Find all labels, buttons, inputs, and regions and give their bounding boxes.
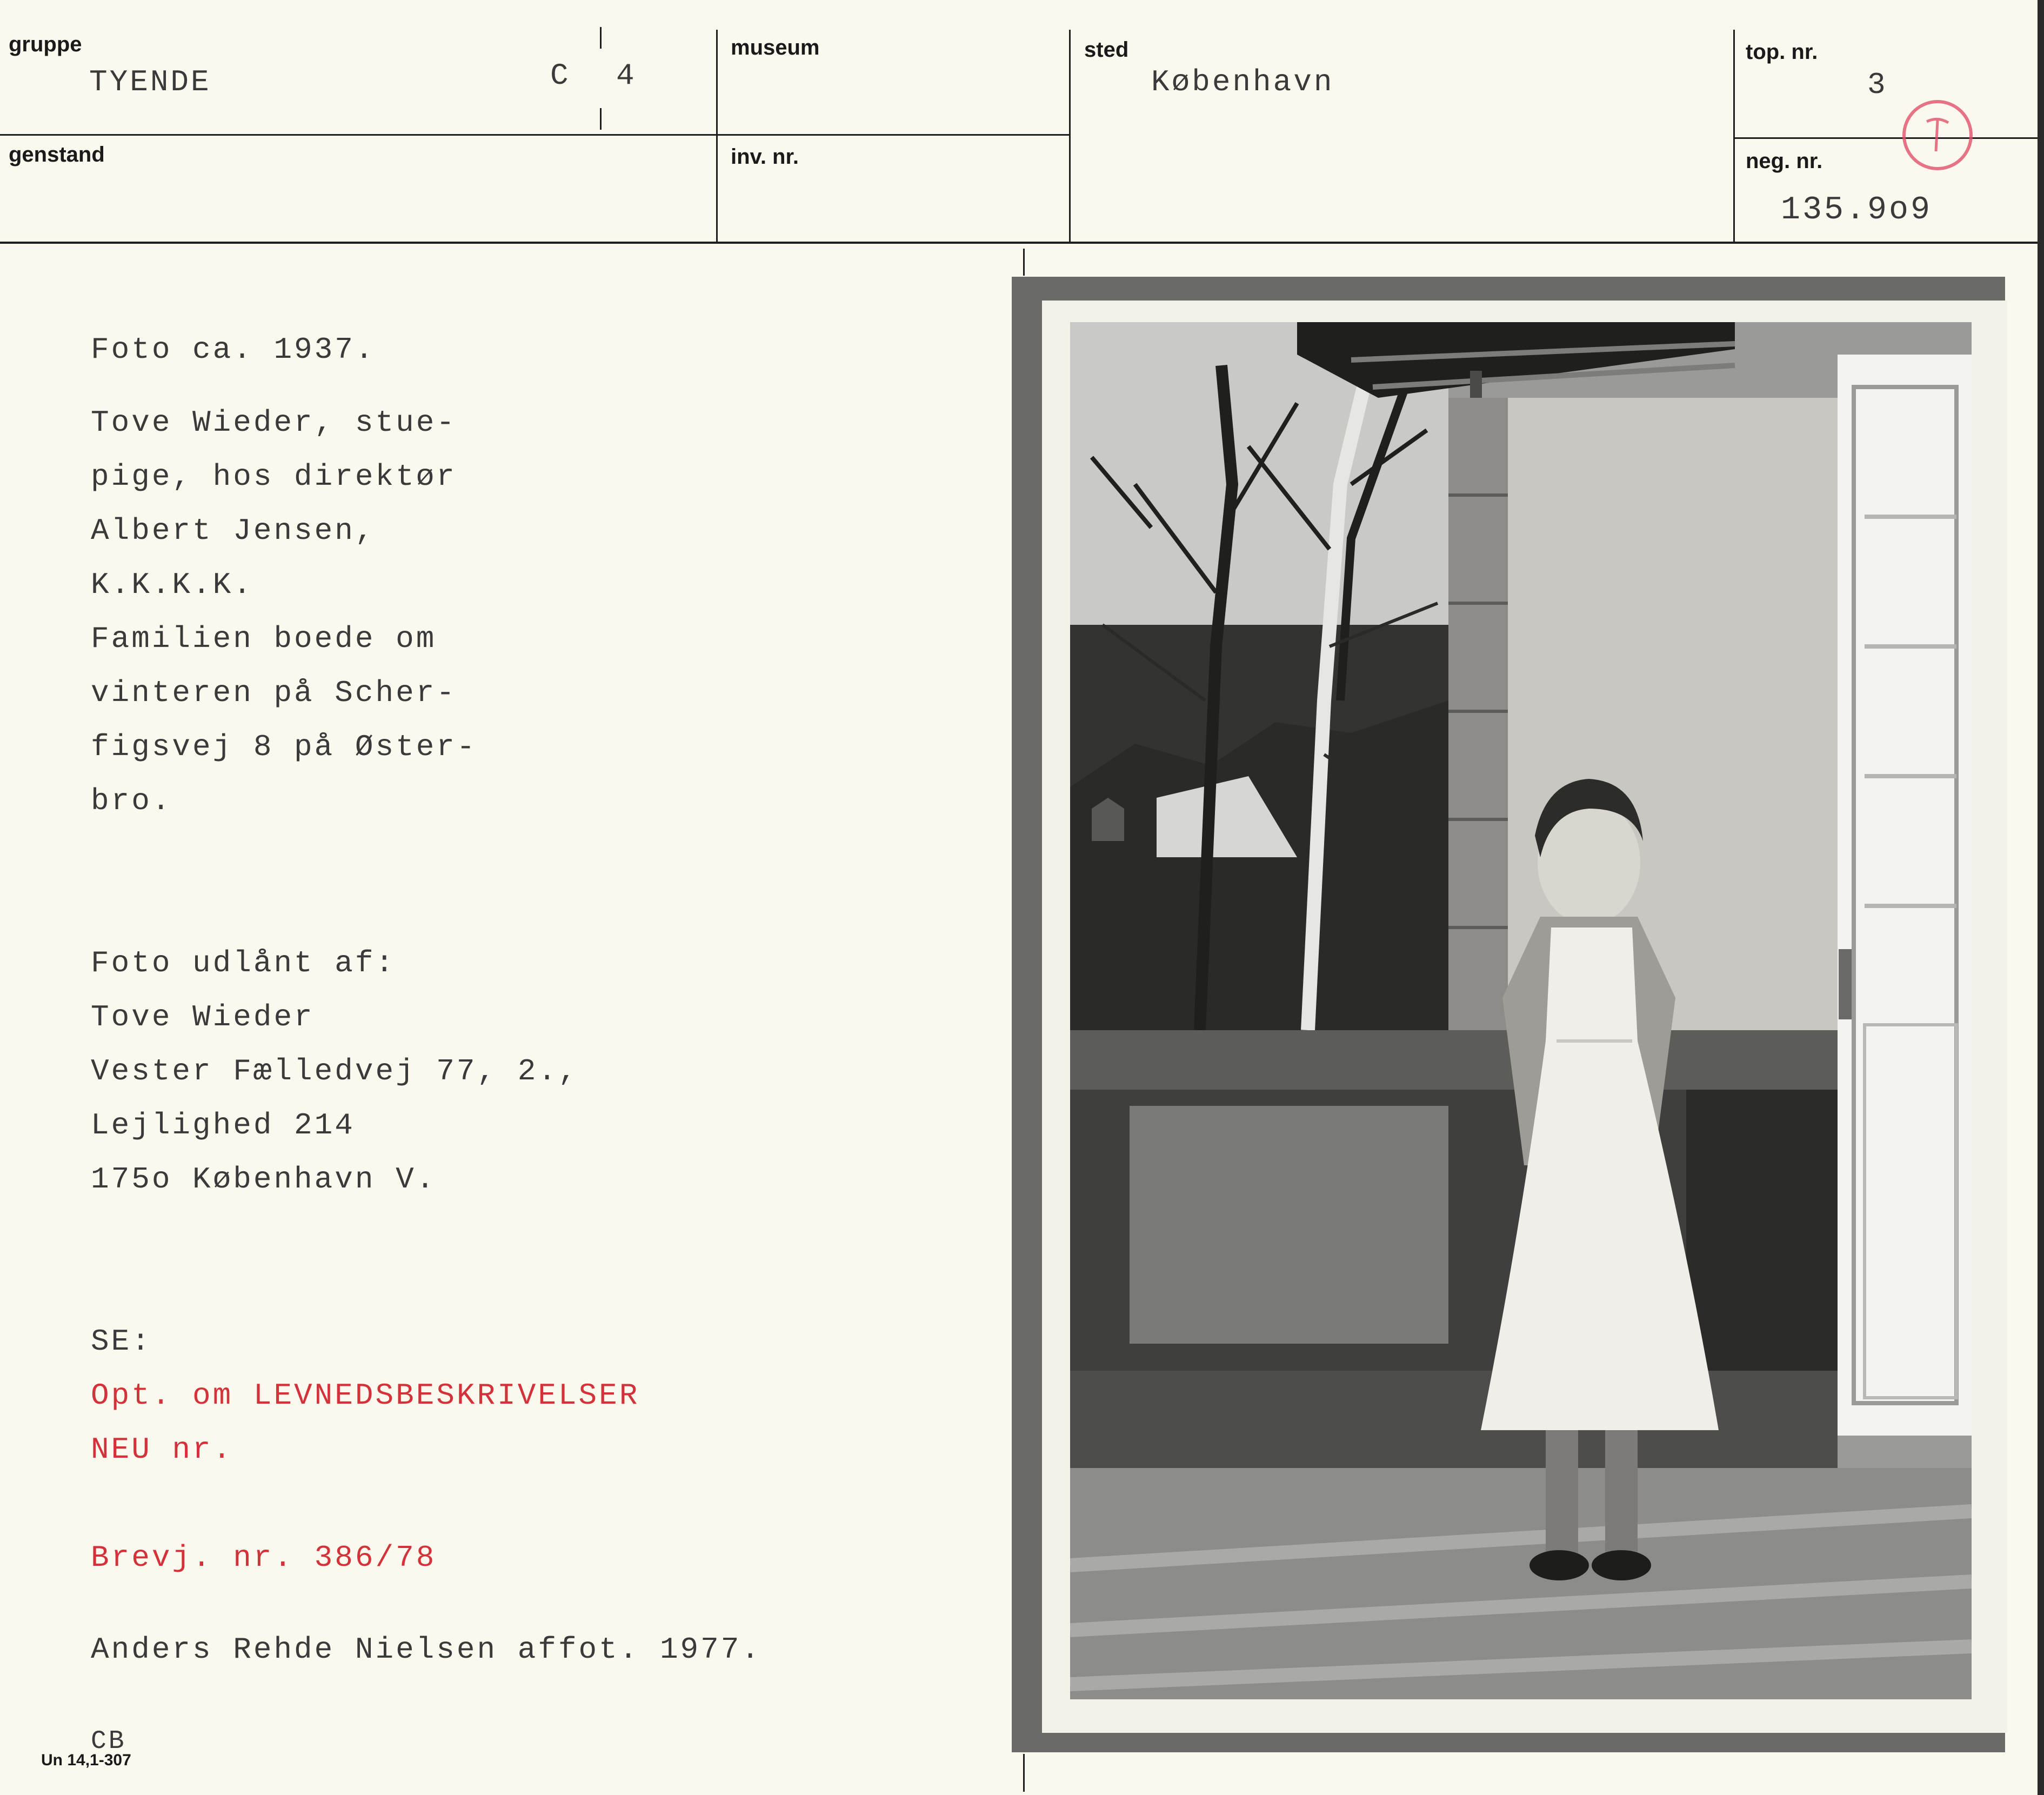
divider-sted-top [1733, 30, 1735, 242]
lender-line: Foto udlånt af: [91, 946, 396, 980]
description-line: Familien boede om [91, 622, 437, 656]
see-reference: Opt. om LEVNEDSBESKRIVELSER [91, 1378, 640, 1413]
lender-line: Vester Fælledvej 77, 2., [91, 1054, 579, 1089]
divider-museum-sted [1069, 30, 1071, 242]
description-line: K.K.K.K. [91, 568, 253, 602]
genstand-label: genstand [9, 143, 105, 166]
gruppe-label: gruppe [9, 32, 82, 56]
form-code: Un 14,1-307 [41, 1751, 131, 1769]
description-line: pige, hos direktør [91, 459, 457, 494]
brevj-number: Brevj. nr. 386/78 [91, 1540, 437, 1575]
card-right-edge [2038, 0, 2044, 1795]
photo-date: Foto ca. 1937. [91, 332, 376, 367]
lender-line: Lejlighed 214 [91, 1108, 355, 1143]
red-stamp-icon [1897, 95, 1978, 176]
description-line: vinteren på Scher- [91, 676, 457, 710]
header-bottom-rule [0, 242, 2044, 244]
neg-nr-label: neg. nr. [1746, 149, 1823, 173]
inv-nr-label: inv. nr. [731, 145, 799, 169]
sted-value: København [1151, 65, 1334, 99]
photograph [1070, 322, 1972, 1699]
see-reference: NEU nr. [91, 1432, 233, 1467]
gruppe-code-letter: C [550, 58, 571, 93]
header-mid-rule-right [1733, 137, 2044, 139]
photo-divider-rule-bottom [1023, 1754, 1025, 1792]
description-line: Albert Jensen, [91, 513, 376, 548]
description-line: bro. [91, 784, 172, 818]
see-label: SE: [91, 1324, 152, 1359]
lender-line: 175o København V. [91, 1162, 437, 1197]
photographer-credit: Anders Rehde Nielsen affot. 1977. [91, 1632, 762, 1667]
divider-gruppe-code-tick-low [600, 108, 602, 130]
description-line: Tove Wieder, stue- [91, 405, 457, 440]
description-line: figsvej 8 på Øster- [91, 730, 477, 764]
photo-divider-rule [1023, 249, 1025, 276]
lender-line: Tove Wieder [91, 1000, 315, 1035]
neg-nr-value: 135.9o9 [1781, 192, 1933, 229]
divider-gruppe-museum [716, 30, 718, 242]
initials: CB [91, 1727, 126, 1756]
sted-label: sted [1084, 38, 1129, 62]
top-nr-label: top. nr. [1746, 40, 1818, 64]
gruppe-value: TYENDE [89, 65, 211, 99]
header-mid-rule-left [0, 134, 1069, 136]
top-nr-value: 3 [1867, 68, 1888, 102]
museum-label: museum [731, 36, 820, 59]
gruppe-code-number: 4 [616, 58, 637, 93]
divider-gruppe-code-tick [600, 27, 602, 49]
